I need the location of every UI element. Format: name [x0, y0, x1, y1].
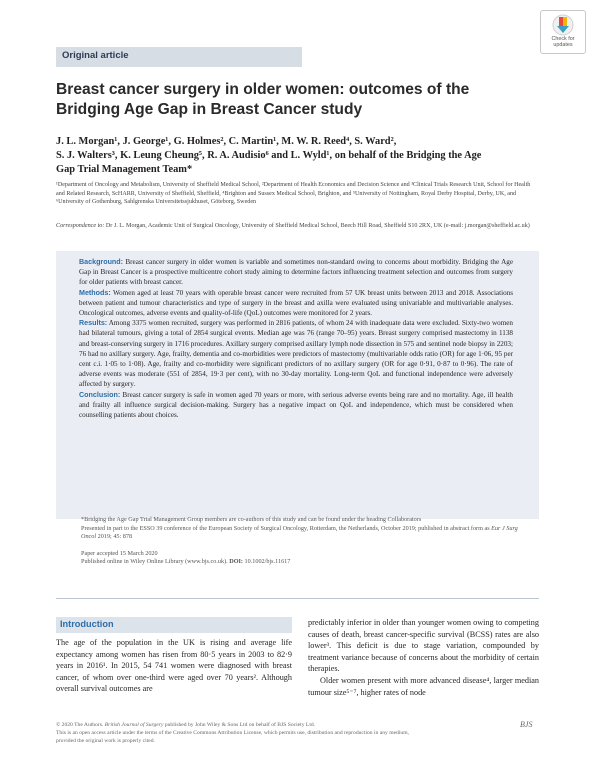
introduction-right-column [308, 617, 539, 698]
article-type-label: Original article [62, 50, 129, 61]
introduction-heading: Introduction [60, 619, 114, 629]
intro-right-paragraph-1: predictably inferior in older than younger women owing to competing causes of death, breast cancer-specific survival (BCSS) rates are also lower³. This deficit is due to stage variation, compounded by treatment variance because of concerns about the morbidity of certain therapies. [308, 618, 539, 674]
copyright-line [56, 722, 539, 730]
article-type-tab [56, 47, 302, 67]
section-divider [56, 598, 539, 599]
crossmark-text-2: updates [553, 42, 573, 49]
background-text: Breast cancer surgery in older women is variable and sometimes non-standard owing to concerns about morbidity. Bridging the Age Gap in Breast Cancer is a prospective multicentre cohort study aiming to determine factors influencing treatment selection and outcomes from surgery for older patients with breast cancer. [79, 258, 513, 287]
author-line-1: J. L. Morgan¹, J. George¹, G. Holmes², C. Martin¹, M. W. R. Reed⁴, S. Ward², [56, 136, 397, 147]
journal-abbrev: BJS [520, 720, 533, 729]
doi-label: DOI: [229, 558, 243, 566]
collaborators-note: *Bridging the Age Gap Trial Management Group members are co-authors of this study and can be found under the heading Collaborators [81, 516, 422, 523]
published-text: Published online in Wiley Online Library (www.bjs.co.uk). [81, 558, 230, 566]
introduction-left-column: The age of the population in the UK is rising and average life expectancy among women has risen from 80·5 years in 2003 to 82·9 years in 2016¹. In 2015, 54 741 women were diagnosed with breast cancer, of whom over one-third were aged over 70 years². Although overall survival outcomes are [56, 638, 292, 694]
methods-label: Methods: [79, 288, 111, 297]
correspondence-text: Dr J. L. Morgan, Academic Unit of Surgical Oncology, University of Sheffield Medical School, Beech Hill Road, Sheffield S10 2RX, UK (e-mail: j.morgan@sheffield.ac.uk) [104, 223, 530, 229]
author-line-2: S. J. Walters³, K. Leung Cheung⁵, R. A. Audisio⁶ and L. Wyld¹, on behalf of the Bridging the Age [56, 150, 482, 161]
doi-link[interactable]: 10.1002/bjs.11617 [242, 558, 291, 566]
author-line-3: Gap Trial Management Team* [56, 164, 193, 175]
background-label: Background: [79, 258, 124, 266]
author-list [56, 135, 556, 177]
results-label: Results: [79, 319, 108, 328]
article-title: Breast cancer surgery in older women: outcomes of the Bridging Age Gap in Breast Cancer study [56, 81, 470, 118]
presented-text: Presented in part to the ESSO 39 conference of the European Society of Surgical Oncology, Rotterdam, the Netherlands, October 2019; published in abstract form as [81, 524, 492, 532]
presented-journal: Eur J Surg Oncol [81, 524, 518, 541]
license-line-1: This is an open access article under the terms of the Creative Commons Attribution License, which permits use, distribution and reproduction in any medium, [56, 729, 409, 736]
intro-right-paragraph-2: Older women present with more advanced disease⁴, larger median tumour size⁵⁻⁷, higher rates of node [308, 675, 539, 697]
check-for-updates-badge[interactable] [540, 10, 586, 54]
correspondence-label: Correspondence to: [56, 223, 105, 229]
license-line-2: provided the original work is properly cited. [56, 737, 155, 744]
abstract-methods [79, 288, 513, 319]
affiliations: ¹Department of Oncology and Metabolism, University of Sheffield Medical School, ²Department of Health Economics and Decision Science and ³Clinical Trials Research Unit, School for Health and Related Research, ScHARR, University of Sheffield, Sheffield, ⁴Brighton and Sussex Medical School, Brighton, and ⁵University of Nottingham, Royal Derby Hospital, Derby, UK, and ⁶University of Gothenburg, Sahlgrenska Universitetssjukhuset, Göteborg, Sweden [56, 182, 531, 206]
published-note [81, 558, 531, 567]
correspondence [56, 222, 536, 231]
copyright-text: © 2020 The Authors. [56, 722, 105, 728]
results-text: Among 3375 women recruited, surgery was performed in 2816 patients, of whom 24 with inadequate data were excluded. Sixty-two women had bilateral tumours, giving a total of 2854 surgical events. Median age was 76 (range 70–95) years. Breast surgery comprised mastectomy in 1138 and breast-conserving surgery in 1716 procedures. Axillary surgery comprised axillary lymph node dissection in 575 and sentinel node biopsy in 2203; 76 had no axillary surgery. Age, frailty, dementia and co-morbidities were predictors of mastectomy (multivariable odds ratio (OR) for age 1·06, 95 per cent c.i. 1·05 to 1·08). Age, frailty and co-morbidity were significant predictors of no axillary surgery (OR for age 0·91, 0·87 to 0·96). The rate of adverse events was moderate (551 of 2854, 19·3 per cent), with no 30-day mortality. Long-term QoL and functional independence were adversely affected by surgery. [79, 319, 513, 389]
abstract-conclusion [79, 390, 513, 421]
abstract-background [79, 257, 513, 288]
crossmark-icon [552, 14, 574, 36]
copyright-publisher: published by John Wiley & Sons Ltd on behalf of BJS Society Ltd. [163, 722, 316, 728]
footer-journal-name: British Journal of Surgery [104, 722, 164, 728]
abstract-results [79, 318, 513, 389]
presented-note [81, 525, 531, 542]
accepted-date: Paper accepted 15 March 2020 [81, 549, 158, 557]
conclusion-label: Conclusion: [79, 390, 121, 399]
presented-citation: 2019; 45: 878 [96, 533, 133, 541]
conclusion-text: Breast cancer surgery is safe in women aged 70 years or more, with serious adverse events being rare and no mortality. Age, ill health and frailty all influence surgical decision-making. Surgery has a negative impact on QoL and independence, which must be considered when counselling patients about choices. [79, 390, 513, 420]
crossmark-text-1: Check for [551, 36, 575, 42]
page-footer [56, 722, 539, 745]
introduction-heading-bar [56, 617, 292, 633]
abstract-box [56, 251, 539, 519]
article-notes [81, 516, 531, 567]
methods-text: Women aged at least 70 years with operable breast cancer were recruited from 57 UK breast units between 2013 and 2018. Associations between patient and tumour characteristics and type of surgery in the breast and axilla were evaluated using univariable and multivariable analyses. Oncological outcomes, adverse events and quality-of-life (QoL) outcomes were monitored for 2 years. [79, 288, 513, 318]
